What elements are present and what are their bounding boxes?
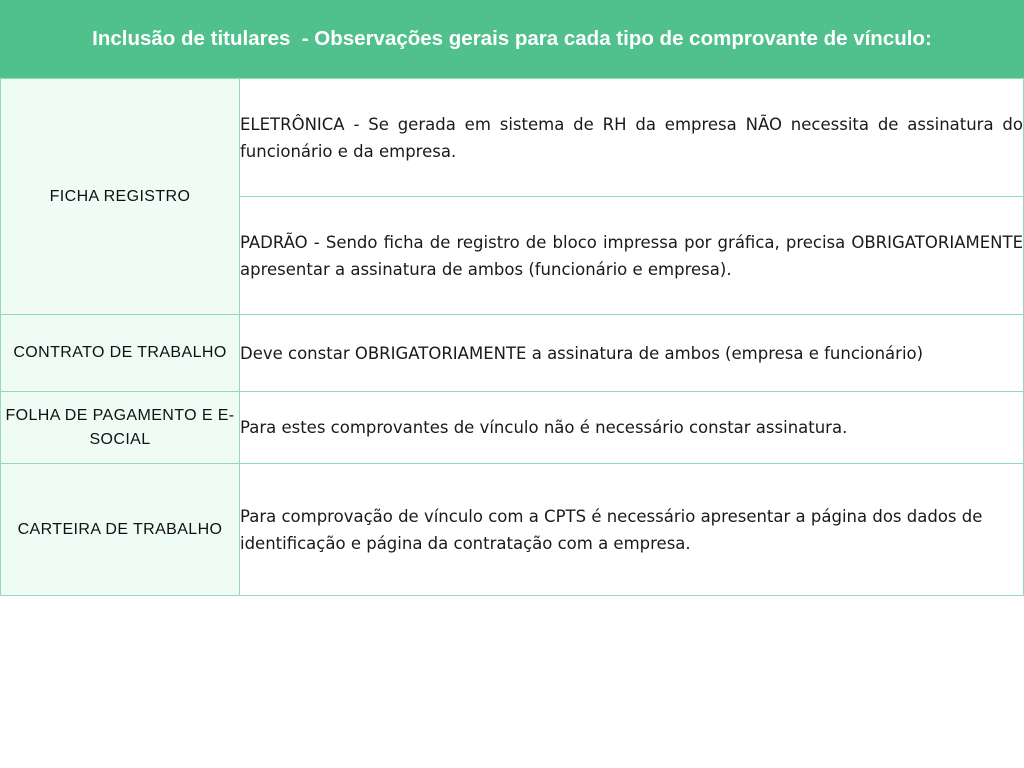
row-label: FOLHA DE PAGAMENTO E E-SOCIAL [1,392,240,464]
table-row [1,464,1024,596]
table-row [1,392,1024,464]
table-row [1,79,1024,197]
row-description: Deve constar OBRIGATORIAMENTE a assinatura de ambos (empresa e funcionário) [240,315,1024,392]
row-description: Para estes comprovantes de vínculo não é necessário constar assinatura. [240,392,1024,464]
row-label: CONTRATO DE TRABALHO [1,315,240,392]
page-title: Inclusão de titulares - Observações gerais para cada tipo de comprovante de vínculo: [0,0,1024,78]
proof-of-employment-table [0,78,1024,596]
row-description: PADRÃO - Sendo ficha de registro de bloco impressa por gráfica, precisa OBRIGATORIAMENTE apresentar a assinatura de ambos (funcionário e empresa). [240,197,1024,315]
row-label: FICHA REGISTRO [1,79,240,315]
row-label: CARTEIRA DE TRABALHO [1,464,240,596]
row-description: Para comprovação de vínculo com a CPTS é necessário apresentar a página dos dados de identificação e página da contratação com a empresa. [240,464,1024,596]
row-description: ELETRÔNICA - Se gerada em sistema de RH da empresa NÃO necessita de assinatura do funcionário e da empresa. [240,79,1024,197]
table-row [1,315,1024,392]
